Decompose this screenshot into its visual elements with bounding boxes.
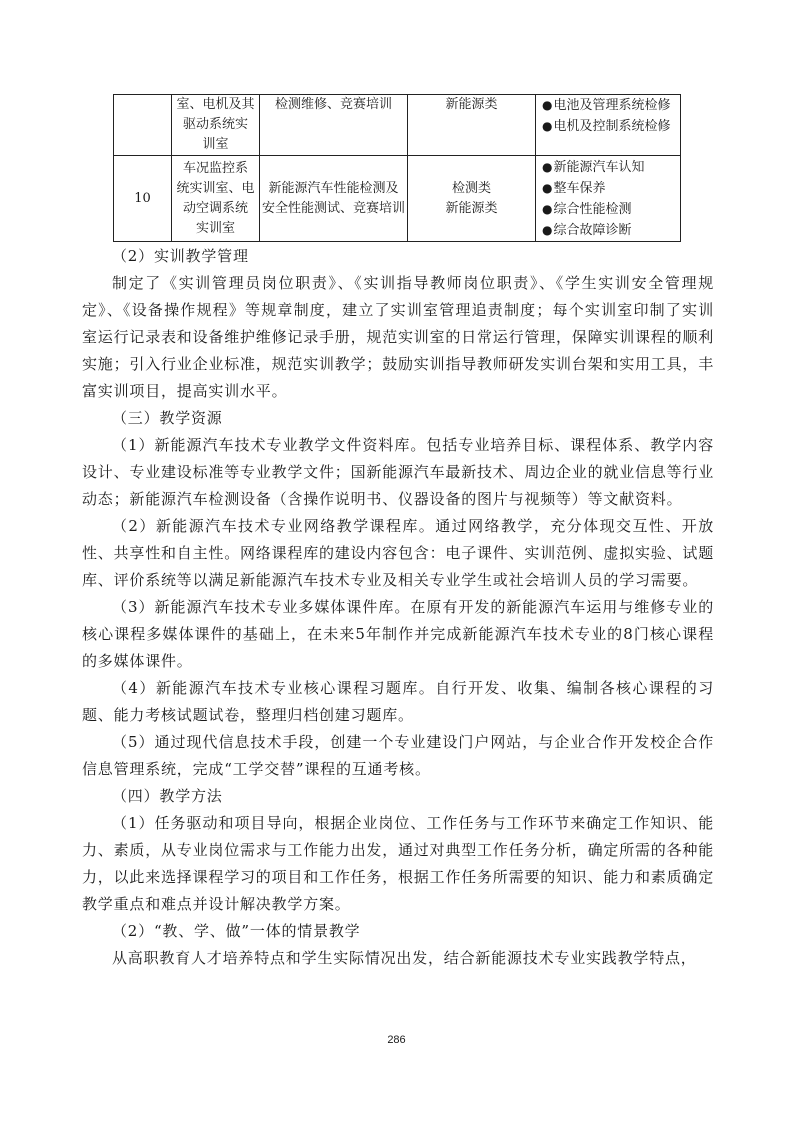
list-item: ● 新能源汽车认知 [542, 157, 678, 178]
paragraph: （1）新能源汽车技术专业教学文件资料库。包括专业培养目标、课程体系、教学内容设计、专业建设标准等专业教学文件；国新能源汽车最新技术、周边企业的就业信息等行业动态；新能源汽车检测设备（含操作说明书、仪器设备的图片与视频等）等文献资料。 [82, 436, 715, 508]
room-name-cell: 室、电机及其 驱动系统实 训室 [172, 95, 260, 156]
paragraph: （2）新能源汽车技术专业网络教学课程库。通过网络教学，充分体现交互性、开放性、共享性和自主性。网络课程库的建设内容包含：电子课件、实训范例、虚拟实验、试题库、评价系统等以满足新能源汽车技术专业及相关专业学生或社会培训人员的学习需要。 [82, 517, 715, 589]
list-item: ● 综合故障诊断 [542, 220, 678, 241]
section-heading: （三）教学资源 [112, 409, 223, 427]
paragraph: （5）通过现代信息技术手段，创建一个专业建设门户网站，与企业合作开发校企合作信息管理系统，完成“工学交替”课程的互通考核。 [82, 733, 714, 778]
paragraph: （4）新能源汽车技术专业核心课程习题库。自行开发、收集、编制各核心课程的习题、能力考核试题试卷，整理归档创建习题库。 [82, 679, 714, 724]
paragraph: 从高职教育人才培养特点和学生实际情况出发，结合新能源技术专业实践教学特点， [112, 949, 697, 967]
list-item: ● 电机及控制系统检修 [542, 116, 678, 137]
row-number-cell: 10 [114, 156, 172, 242]
function-cell: 检测维修、竞赛培训 [260, 95, 408, 156]
function-cell: 新能源汽车性能检测及 安全性能测试、竞赛培训 [260, 156, 408, 242]
body-text [82, 243, 714, 972]
row-number-cell [114, 95, 172, 156]
training-items-cell [536, 156, 681, 242]
paragraph: （1）任务驱动和项目导向，根据企业岗位、工作任务与工作环节来确定工作知识、能力、素质，从专业岗位需求与工作能力出发，通过对典型工作任务分析，确定所需的各种能力，以此来选择课程学习的项目和工作任务，根据工作任务所需要的知识、能力和素质确定教学重点和难点并设计解决教学方案。 [82, 814, 715, 913]
page-number: 286 [387, 1034, 406, 1046]
category-cell: 新能源类 [408, 95, 536, 156]
list-item: ● 电池及管理系统检修 [542, 95, 678, 116]
section-heading: （2）实训教学管理 [112, 247, 249, 265]
category-cell: 检测类 新能源类 [408, 156, 536, 242]
training-items-cell [536, 95, 681, 156]
paragraph: 制定了《实训管理员岗位职责》、《实训指导教师岗位职责》、《学生实训安全管理规定》、《设备操作规程》等规章制度，建立了实训室管理追责制度；每个实训室印制了实训室运行记录表和设备维护维修记录手册，规范实训室的日常运行管理，保障实训课程的顺利实施；引入行业企业标准，规范实训教学；鼓励实训指导教师研发实训台架和实用工具，丰富实训项目，提高实训水平。 [82, 274, 715, 400]
training-room-table [113, 94, 681, 242]
table-row [114, 95, 681, 156]
list-item: ● 整车保养 [542, 178, 678, 199]
paragraph: （2）“教、学、做”一体的情景教学 [112, 922, 361, 940]
table-row [114, 156, 681, 242]
section-heading: （四）教学方法 [112, 787, 223, 805]
room-name-cell: 车况监控系 统实训室、电 动空调系统 实训室 [172, 156, 260, 242]
paragraph: （3）新能源汽车技术专业多媒体课件库。在原有开发的新能源汽车运用与维修专业的核心课程多媒体课件的基础上，在未来5年制作并完成新能源汽车技术专业的8门核心课程的多媒体课件。 [82, 598, 714, 670]
list-item: ● 综合性能检测 [542, 199, 678, 220]
